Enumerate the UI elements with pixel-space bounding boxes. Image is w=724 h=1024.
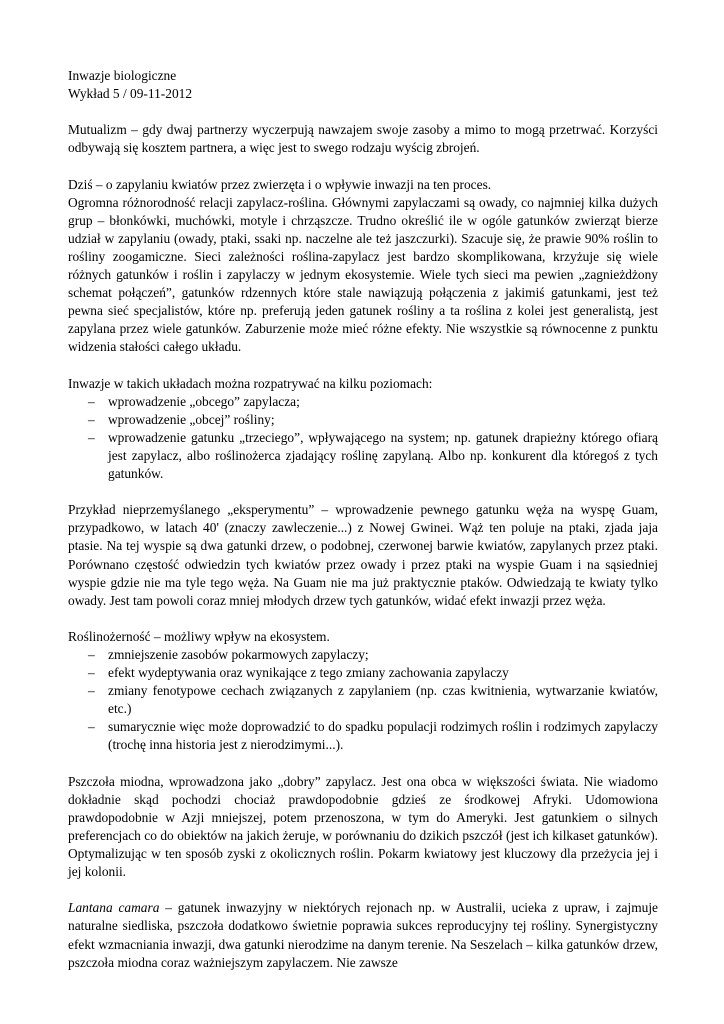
list-item: – zmiany fenotypowe cechach związanych z zapylaniem (np. czas kwitnienia, wytwarzanie kwiatów, etc.) bbox=[68, 682, 658, 718]
paragraph-herbivory-intro: Roślinożerność – możliwy wpływ na ekosystem. bbox=[68, 628, 330, 644]
list-item: – wprowadzenie „obcego” zapylacza; bbox=[68, 393, 658, 411]
list-item: – sumarycznie więc może doprowadzić to do spadku populacji rodzimych roślin i rodzimych zapylaczy (trochę inna historia jest z nierodzimymi...). bbox=[68, 718, 658, 754]
paragraph-lantana-text: – gatunek inwazyjny w niektórych rejonach np. w Australii, ucieka z upraw, i zajmuje naturalne siedliska, pszczoła dodatkowo świetnie poprawia sukces reproducyjny tej rośliny. Synergistyczny efekt wzmacniania inwazji, dwa gatunki nierodzime na danym terenie. Na Seszelach – kilka gatunków drzew, pszczoła miodna coraz ważniejszym zapylaczem. Nie zawsze bbox=[68, 900, 658, 970]
paragraph-diversity: Ogromna różnorodność relacji zapylacz-roślina. Głównymi zapylaczami są owady, co najmniej kilka dużych grup – błonkówki, muchówki, motyle i chrząszcze. Trudno określić ile w ogóle gatunków zwierząt bierze udział w zapylaniu (owady, ptaki, ssaki np. naczelne ale też jaszczurki). Szacuje się, że prawie 90% roślin to rośliny zoogamiczne. Sieci zależności roślina-zapylacz jest bardzo skomplikowana, krzyżuje się wiele różnych gatunków i roślin i zapylaczy w jednym ekosystemie. Wiele tych sieci ma pewien „zagnieżdżony schemat połączeń”, gatunków rdzennych które stale nawiązują połączenia z jakimiś gatunkami, jest też pewna sieć specjalistów, które np. preferują jeden gatunek rośliny a ta roślina z kolei jest generalistą, jest zapylana przez wiele gatunków. Zaburzenie może mieć różne efekty. Nie wszystkie są równocenne z punktu widzenia stałości całego układu. bbox=[68, 194, 658, 355]
document-title: Inwazje biologiczne bbox=[68, 68, 177, 83]
paragraph-today: Dziś – o zapylaniu kwiatów przez zwierzęta i o wpływie inwazji na ten proces. bbox=[68, 176, 492, 192]
list-item: – wprowadzenie gatunku „trzeciego”, wpływającego na system; np. gatunek drapieżny którego ofiarą jest zapylacz, albo roślinożerca zjadający roślinę zapylaną. Albo np. konkurent dla któregoś z tych gatunków. bbox=[68, 429, 658, 483]
herbivory-effects-list bbox=[68, 646, 658, 755]
species-name: Lantana camara bbox=[68, 900, 160, 916]
paragraph-levels-intro: Inwazje w takich układach można rozpatrywać na kilku poziomach: bbox=[68, 375, 433, 391]
paragraph-honeybee: Pszczoła miodna, wprowadzona jako „dobry” zapylacz. Jest ona obca w większości świata. Nie wiadomo dokładnie skąd pochodzi chociaż prawdopodobnie gdzieś ze środkowej Afryki. Udomowiona prawdopodobnie w Azji mniejszej, potem przenoszona, w tym do Ameryki. Jest gatunkiem o silnych preferencjach co do obiektów na jakich żeruje, w porównaniu do dzikich pszczół (jest ich kilkaset gatunków). Optymalizując w ten sposób zyski z okolicznych roślin. Pokarm kwiatowy jest kluczowy dla przeżycia jej i jej kolonii. bbox=[68, 773, 658, 880]
levels-list bbox=[68, 393, 658, 483]
list-item: – zmniejszenie zasobów pokarmowych zapylaczy; bbox=[68, 646, 658, 664]
document-page bbox=[68, 67, 658, 972]
paragraph-lantana bbox=[68, 899, 658, 971]
paragraph-guam: Przykład nieprzemyślanego „eksperymentu” – wprowadzenie pewnego gatunku węża na wyspę Guam, przypadkowo, w latach 40' (znaczy zawleczenie...) z Nowej Gwinei. Wąż ten poluje na ptaki, zjada jaja ptasie. Na tej wyspie są dwa gatunki drzew, o podobnej, czerwonej barwie kwiatów, zapylanych przez ptaki. Porównano częstość odwiedzin tych kwiatów przez owady i przez ptaki na wyspie Guam i na sąsiedniej wyspie gdzie nie ma tyle tego węża. Na Guam nie ma już praktycznie ptaków. Odwiedzają te kwiaty tylko owady. Jest tam powoli coraz mniej młodych drzew tych gatunków, widać efekt inwazji przez węża. bbox=[68, 502, 658, 608]
list-item: – wprowadzenie „obcej” rośliny; bbox=[68, 411, 658, 429]
list-item: – efekt wydeptywania oraz wynikające z tego zmiany zachowania zapylaczy bbox=[68, 664, 658, 682]
lecture-info: Wykład 5 / 09-11-2012 bbox=[68, 86, 193, 102]
paragraph-mutualism: Mutualizm – gdy dwaj partnerzy wyczerpują nawzajem swoje zasoby a mimo to mogą przetrwać. Korzyści odbywają się kosztem partnera, a więc jest to swego rodzaju wyścig zbrojeń. bbox=[68, 122, 658, 156]
